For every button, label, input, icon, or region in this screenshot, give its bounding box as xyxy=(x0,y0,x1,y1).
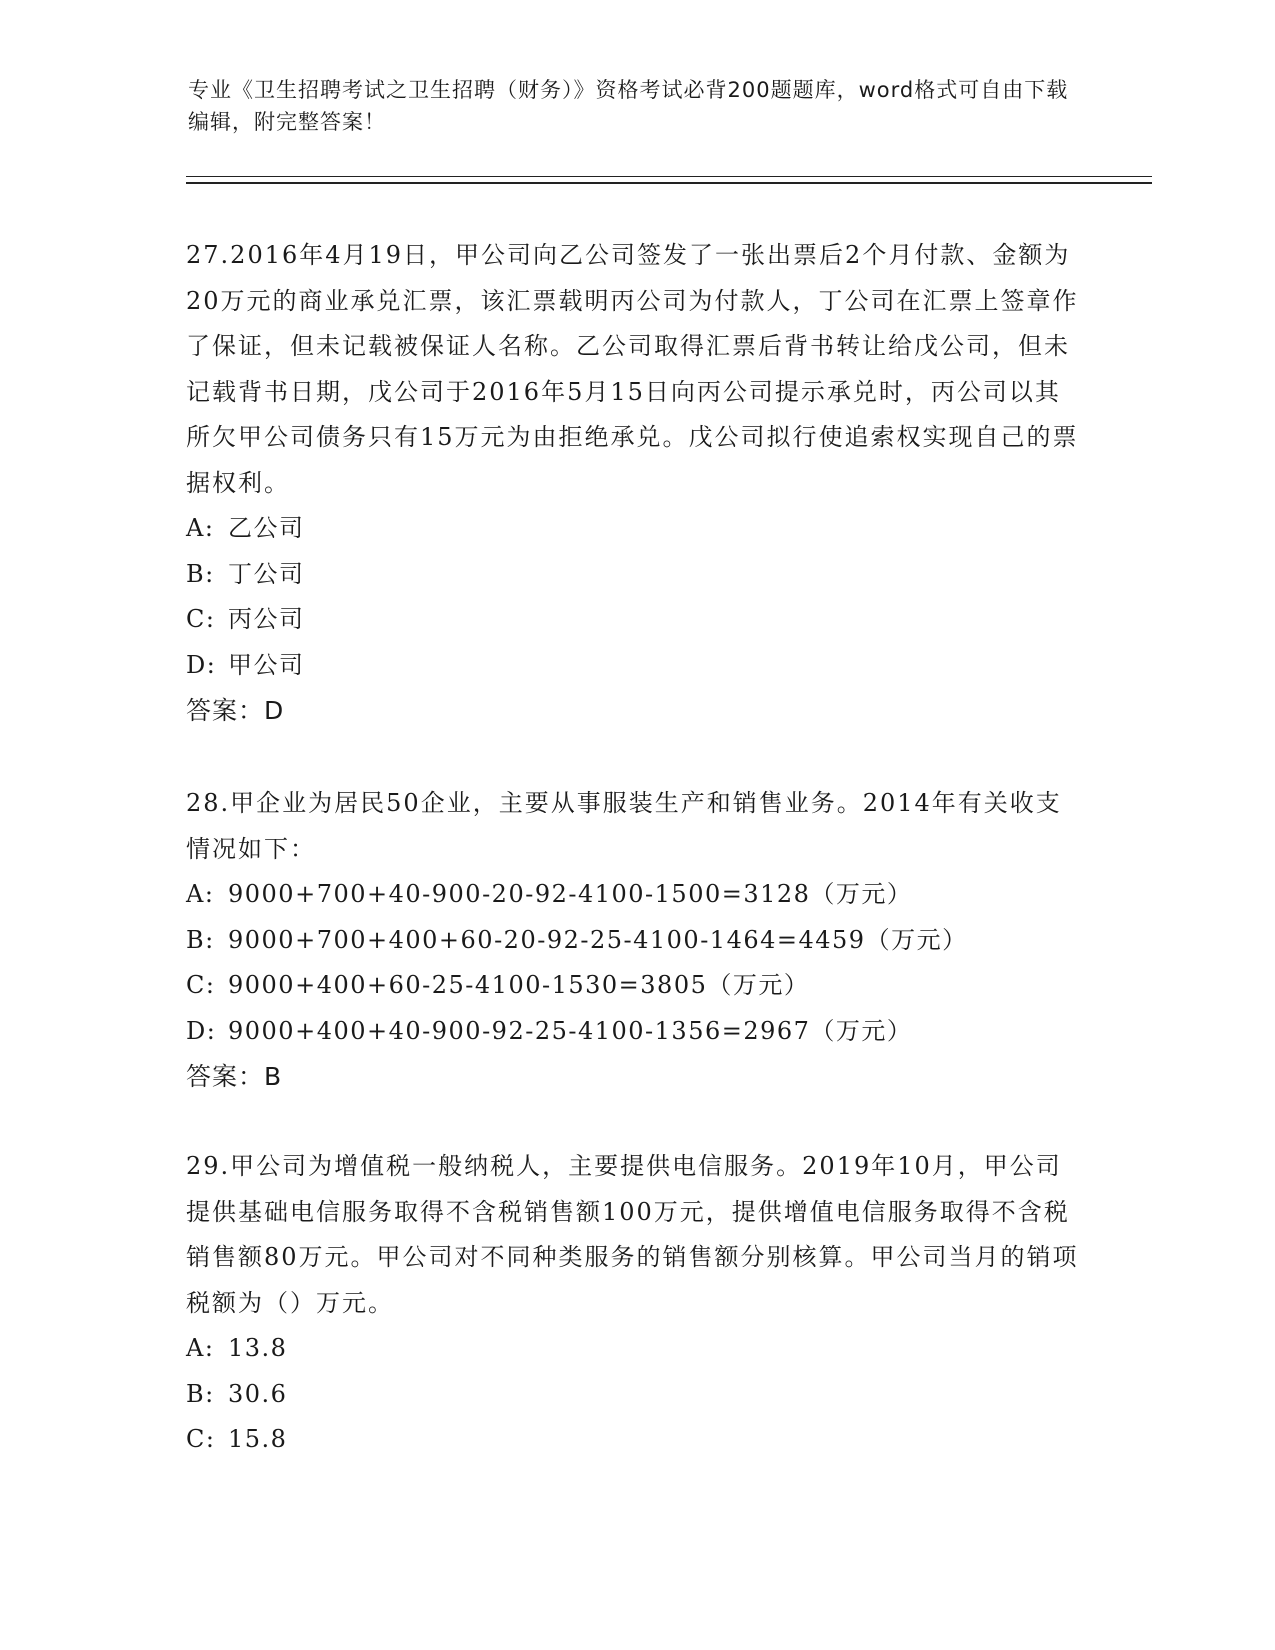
option-text: 15.8 xyxy=(228,1425,288,1453)
option-key: A: xyxy=(186,514,215,542)
option-d xyxy=(186,643,1086,689)
question-29 xyxy=(186,1144,1086,1463)
question-stem: 29.甲公司为增值税一般纳税人，主要提供电信服务。2019年10月，甲公司提供基础电信服务取得不含税销售额100万元，提供增值电信服务取得不含税销售额80万元。甲公司对不同种类服务的销售额分别核算。甲公司当月的销项税额为（）万元。 xyxy=(186,1152,1079,1317)
option-a xyxy=(186,1326,1086,1372)
header-divider-thick xyxy=(186,182,1152,184)
option-key: B: xyxy=(186,1379,215,1408)
option-b xyxy=(186,918,1086,964)
question-stem: 28.甲企业为居民50企业，主要从事服装生产和销售业务。2014年有关收支情况如下： xyxy=(186,789,1062,863)
answer-line: 答案：D xyxy=(186,696,285,725)
option-key: C: xyxy=(186,971,216,999)
option-text: 9000+400+40-900-92-25-4100-1356=2967（万元） xyxy=(228,1016,913,1045)
option-key: D: xyxy=(186,1016,217,1045)
option-a xyxy=(186,506,1086,552)
header-divider-thin xyxy=(186,176,1152,177)
option-key: B: xyxy=(186,559,215,588)
option-key: A: xyxy=(186,880,215,908)
option-a xyxy=(186,872,1086,918)
option-b xyxy=(186,1372,1086,1418)
option-text: 甲公司 xyxy=(228,650,305,679)
option-text: 乙公司 xyxy=(228,514,305,542)
option-text: 30.6 xyxy=(228,1379,288,1408)
option-key: B: xyxy=(186,925,215,954)
answer-line: 答案：B xyxy=(186,1062,283,1091)
option-text: 9000+700+400+60-20-92-25-4100-1464=4459（万元） xyxy=(228,925,968,954)
question-28 xyxy=(186,781,1086,1100)
option-text: 丁公司 xyxy=(228,559,305,588)
option-text: 9000+700+40-900-20-92-4100-1500=3128（万元） xyxy=(228,880,913,908)
option-key: A: xyxy=(186,1334,215,1362)
question-stem: 27.2016年4月19日，甲公司向乙公司签发了一张出票后2个月付款、金额为20万元的商业承兑汇票，该汇票载明丙公司为付款人，丁公司在汇票上签章作了保证，但未记载被保证人名称。乙公司取得汇票后背书转让给戊公司，但未记载背书日期，戊公司于2016年5月15日向丙公司提示承兑时，丙公司以其所欠甲公司债务只有15万元为由拒绝承兑。戊公司拟行使追索权实现自己的票据权利。 xyxy=(186,241,1079,497)
option-key: D: xyxy=(186,650,217,679)
option-c xyxy=(186,963,1086,1009)
option-b xyxy=(186,552,1086,598)
option-text: 9000+400+60-25-4100-1530=3805（万元） xyxy=(228,971,810,999)
question-27 xyxy=(186,233,1086,734)
option-text: 13.8 xyxy=(228,1334,288,1362)
option-c xyxy=(186,1417,1086,1463)
option-c xyxy=(186,597,1086,643)
document-header-note: 专业《卫生招聘考试之卫生招聘（财务）》资格考试必背200题题库，word格式可自由下载编辑，附完整答案！ xyxy=(188,78,1069,134)
option-d xyxy=(186,1009,1086,1055)
option-key: C: xyxy=(186,605,216,633)
option-key: C: xyxy=(186,1425,216,1453)
option-text: 丙公司 xyxy=(228,605,305,633)
